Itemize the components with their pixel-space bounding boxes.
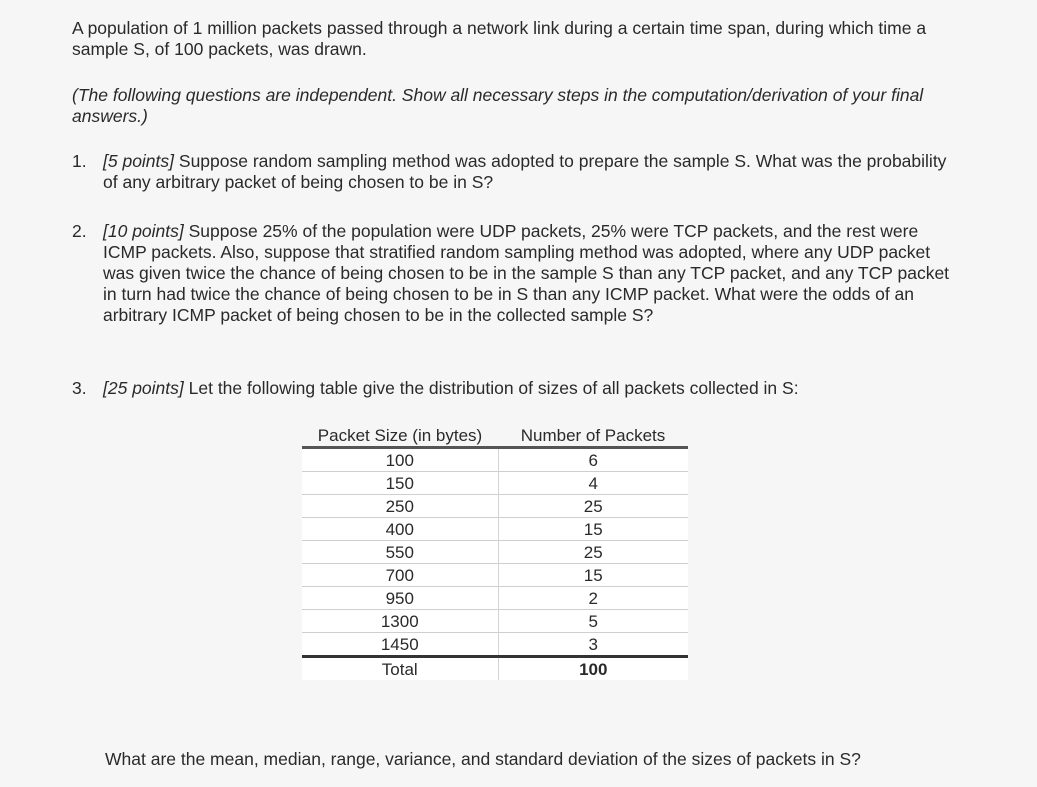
instructions-note: (The following questions are independent. Show all necessary steps in the computation/derivation of your final answers.) bbox=[72, 85, 924, 126]
total-label: Total bbox=[302, 657, 498, 681]
table-total-row bbox=[302, 657, 688, 681]
question-points: [5 points] bbox=[103, 151, 175, 171]
question-points: [10 points] bbox=[103, 221, 184, 241]
table-row bbox=[302, 633, 688, 657]
packet-size-cell: 100 bbox=[302, 448, 498, 472]
question-3 bbox=[72, 378, 952, 399]
packet-size-cell: 1300 bbox=[302, 610, 498, 633]
question-number: 3. bbox=[72, 378, 87, 398]
question-text: Suppose random sampling method was adopted to prepare the sample S. What was the probability of any arbitrary packet of being chosen to be in S? bbox=[103, 151, 947, 192]
table-row bbox=[302, 518, 688, 541]
question-points: [25 points] bbox=[103, 378, 184, 398]
final-question: What are the mean, median, range, variance, and standard deviation of the sizes of packets in S? bbox=[105, 749, 861, 769]
question-2 bbox=[72, 221, 952, 326]
packet-size-cell: 1450 bbox=[302, 633, 498, 657]
table-body bbox=[302, 448, 688, 681]
table-row bbox=[302, 541, 688, 564]
question-text: Suppose 25% of the population were UDP packets, 25% were TCP packets, and the rest were ICMP packets. Also, suppose that stratified random sampling method was adopted, where any UDP packet was given twice the chance of being chosen to be in the sample S than any TCP packet, and any TCP packet in turn had twice the chance of being chosen to be in S than any ICMP packet. What were the odds of an arbitrary ICMP packet of being chosen to be in the collected sample S? bbox=[103, 221, 950, 325]
packet-size-cell: 700 bbox=[302, 564, 498, 587]
packet-size-cell: 950 bbox=[302, 587, 498, 610]
packet-count-cell: 15 bbox=[498, 518, 688, 541]
table-row bbox=[302, 587, 688, 610]
table-row bbox=[302, 472, 688, 495]
question-1 bbox=[72, 151, 952, 193]
header-packet-size: Packet Size (in bytes) bbox=[302, 422, 498, 448]
packet-size-cell: 400 bbox=[302, 518, 498, 541]
packet-size-table bbox=[302, 422, 688, 680]
packet-count-cell: 25 bbox=[498, 495, 688, 518]
packet-count-cell: 6 bbox=[498, 448, 688, 472]
table-header-row bbox=[302, 422, 688, 448]
total-value: 100 bbox=[579, 660, 608, 679]
header-number-of-packets: Number of Packets bbox=[498, 422, 688, 448]
packet-count-cell: 4 bbox=[498, 472, 688, 495]
packet-count-cell: 3 bbox=[498, 633, 688, 657]
table-row bbox=[302, 448, 688, 472]
question-number: 2. bbox=[72, 221, 87, 241]
packet-count-cell: 5 bbox=[498, 610, 688, 633]
table-row bbox=[302, 495, 688, 518]
intro-paragraph: A population of 1 million packets passed through a network link during a certain time span, during which time a sample S, of 100 packets, was drawn. bbox=[72, 18, 927, 59]
packet-count-cell: 2 bbox=[498, 587, 688, 610]
packet-size-cell: 150 bbox=[302, 472, 498, 495]
question-number: 1. bbox=[72, 151, 87, 171]
packet-count-cell: 15 bbox=[498, 564, 688, 587]
question-text: Let the following table give the distribution of sizes of all packets collected in S: bbox=[188, 378, 799, 398]
packet-size-cell: 550 bbox=[302, 541, 498, 564]
packet-count-cell: 25 bbox=[498, 541, 688, 564]
table-row bbox=[302, 610, 688, 633]
packet-size-cell: 250 bbox=[302, 495, 498, 518]
table-row bbox=[302, 564, 688, 587]
